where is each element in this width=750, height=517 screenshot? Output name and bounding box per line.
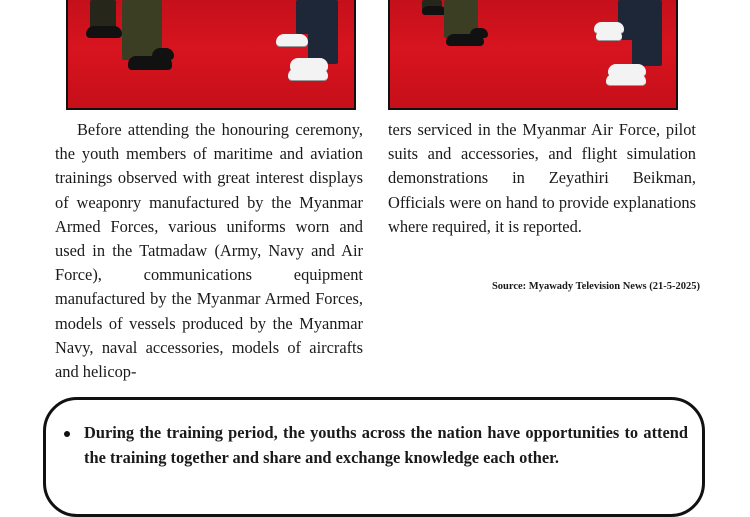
youth-leg (632, 0, 662, 66)
photo-right (388, 0, 678, 110)
highlight-item: During the training period, the youths across the nation have opportunities to attend the training together and share and exchange knowledge each other. (84, 423, 688, 467)
bullet-icon (64, 431, 70, 437)
white-shoe (596, 30, 622, 40)
source-credit: Source: Myawady Television News (21-5-2025) (491, 281, 700, 292)
black-shoe (470, 28, 488, 38)
white-shoe (276, 34, 308, 46)
white-shoe (606, 74, 646, 85)
black-shoe (86, 26, 122, 38)
article-right-column: ters serviced in the Myanmar Air Force, pilot suits and accessories, and flight simulation demonstrations in Zeyathiri Beikman, Officials were on hand to provide explanations where required, it is reported. (388, 120, 696, 236)
article-left-column: Before attending the honouring ceremony, the youth members of maritime and aviation trainings observed with great interest displays of weaponry manufactured by the Myanmar Armed Forces, various uniforms worn and used in the Tatmadaw (Army, Navy and Air Force), communications equipment manufactured by the Myanmar Armed Forces, models of vessels produced by the Myanmar Navy, naval accessories, models of aircrafts and helicop- (55, 120, 363, 382)
black-shoe (152, 48, 174, 60)
highlight-box (43, 397, 705, 517)
black-shoe (422, 6, 446, 15)
white-shoe (288, 68, 328, 80)
photo-left (66, 0, 356, 110)
youth-leg (308, 0, 338, 64)
